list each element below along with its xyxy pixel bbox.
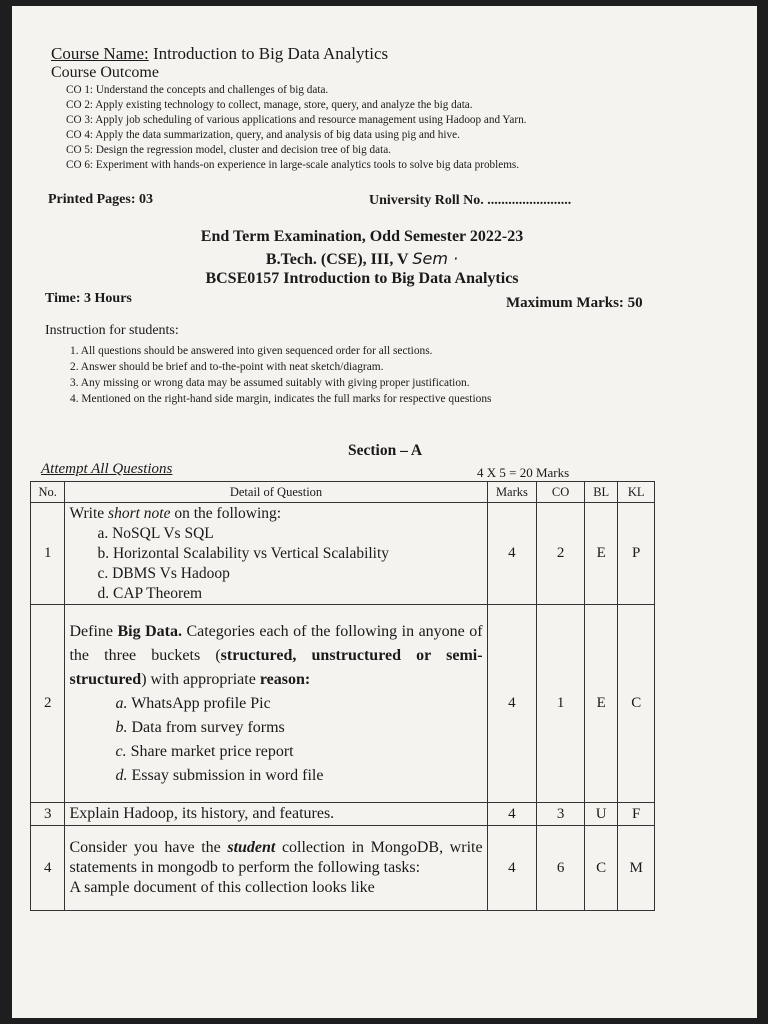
question-marks: 4 (487, 503, 537, 605)
instruction-item: 2. Answer should be brief and to-the-point with neat sketch/diagram. (70, 361, 384, 373)
instruction-item: 1. All questions should be answered into given sequenced order for all sections. (70, 345, 433, 357)
question-part: a. WhatsApp profile Pic (115, 694, 271, 712)
course-outcome-4: CO 4: Apply the data summarization, query, and analysis of big data using pig and hive. (66, 129, 460, 141)
question-part: c. DBMS Vs Hadoop (97, 564, 230, 582)
handwritten-sem: Sem · (412, 249, 459, 268)
question-lead: Write short note on the following: (69, 504, 282, 522)
course-name: Course Name: Introduction to Big Data Analytics (51, 44, 389, 63)
question-row-1 (31, 503, 655, 605)
column-header: BL (584, 482, 617, 503)
course-outcome-heading: Course Outcome (51, 64, 159, 81)
question-kl: C (618, 605, 655, 803)
question-row-4 (31, 826, 655, 911)
questions-table (30, 481, 655, 911)
table-header-row (31, 482, 655, 503)
printed-pages: Printed Pages: 03 (48, 192, 153, 207)
instruction-item: 3. Any missing or wrong data may be assumed suitably with giving proper justification. (70, 377, 470, 389)
exam-program: B.Tech. (CSE), III, V Sem · (265, 249, 459, 268)
question-number: 4 (31, 826, 65, 911)
exam-time: Time: 3 Hours (45, 291, 132, 306)
question-number: 2 (31, 605, 65, 803)
question-kl: P (618, 503, 655, 605)
question-co: 3 (537, 803, 585, 826)
exam-paper (12, 6, 757, 1018)
question-marks: 4 (487, 803, 537, 826)
question-bl: U (584, 803, 617, 826)
course-outcome-5: CO 5: Design the regression model, cluster and decision tree of big data. (66, 144, 391, 156)
question-lead: Define Big Data. Categories each of the following in anyone of the three buckets (structured, unstructured or semi-structured) with appropriate reason: (69, 622, 483, 688)
question-bl: C (584, 826, 617, 911)
instructions-heading: Instruction for students: (45, 323, 179, 338)
question-kl: M (618, 826, 655, 911)
question-part: c. Share market price report (115, 742, 294, 760)
attempt-all-label: Attempt All Questions (41, 461, 173, 477)
column-header: Detail of Question (65, 482, 487, 503)
course-outcome-1: CO 1: Understand the concepts and challenges of big data. (66, 84, 329, 96)
maximum-marks: Maximum Marks: 50 (506, 295, 643, 311)
column-header: CO (537, 482, 585, 503)
question-detail (65, 503, 487, 605)
question-row-2 (31, 605, 655, 803)
question-kl: F (618, 803, 655, 826)
question-marks: 4 (487, 605, 537, 803)
question-detail (65, 605, 487, 803)
question-bl: E (584, 503, 617, 605)
question-part: a. NoSQL Vs SQL (97, 524, 214, 542)
question-part: d. CAP Theorem (97, 584, 203, 602)
question-co: 2 (537, 503, 585, 605)
column-header: Marks (487, 482, 537, 503)
question-lead: Consider you have the student collection in MongoDB, write statements in mongodb to perform the following tasks: (69, 839, 483, 876)
question-part: d. Essay submission in word file (115, 766, 324, 784)
instruction-item: 4. Mentioned on the right-hand side margin, indicates the full marks for respective questions (70, 393, 492, 405)
question-number: 1 (31, 503, 65, 605)
exam-title: End Term Examination, Odd Semester 2022-23 (200, 228, 524, 245)
question-number: 3 (31, 803, 65, 826)
university-roll-no: University Roll No. ........................ (369, 193, 572, 208)
exam-course: BCSE0157 Introduction to Big Data Analytics (205, 270, 519, 287)
question-detail (65, 826, 487, 911)
question-row-3 (31, 803, 655, 826)
course-outcome-6: CO 6: Experiment with hands-on experience in large-scale analytics tools to solve big data problems. (66, 159, 520, 171)
question-sample-line: A sample document of this collection looks like (69, 879, 375, 896)
question-co: 6 (537, 826, 585, 911)
question-part: b. Data from survey forms (115, 718, 285, 736)
column-header: No. (31, 482, 65, 503)
section-title: Section – A (348, 442, 423, 459)
question-marks: 4 (487, 826, 537, 911)
question-detail: Explain Hadoop, its history, and features. (65, 803, 487, 826)
question-part: b. Horizontal Scalability vs Vertical Scalability (97, 544, 390, 562)
question-co: 1 (537, 605, 585, 803)
course-outcome-3: CO 3: Apply job scheduling of various applications and resource management using Hadoop and Yarn. (66, 114, 527, 126)
marks-summary: 4 X 5 = 20 Marks (477, 465, 570, 480)
course-outcome-2: CO 2: Apply existing technology to collect, manage, store, query, and analyze the big data. (66, 99, 473, 111)
column-header: KL (618, 482, 655, 503)
question-bl: E (584, 605, 617, 803)
